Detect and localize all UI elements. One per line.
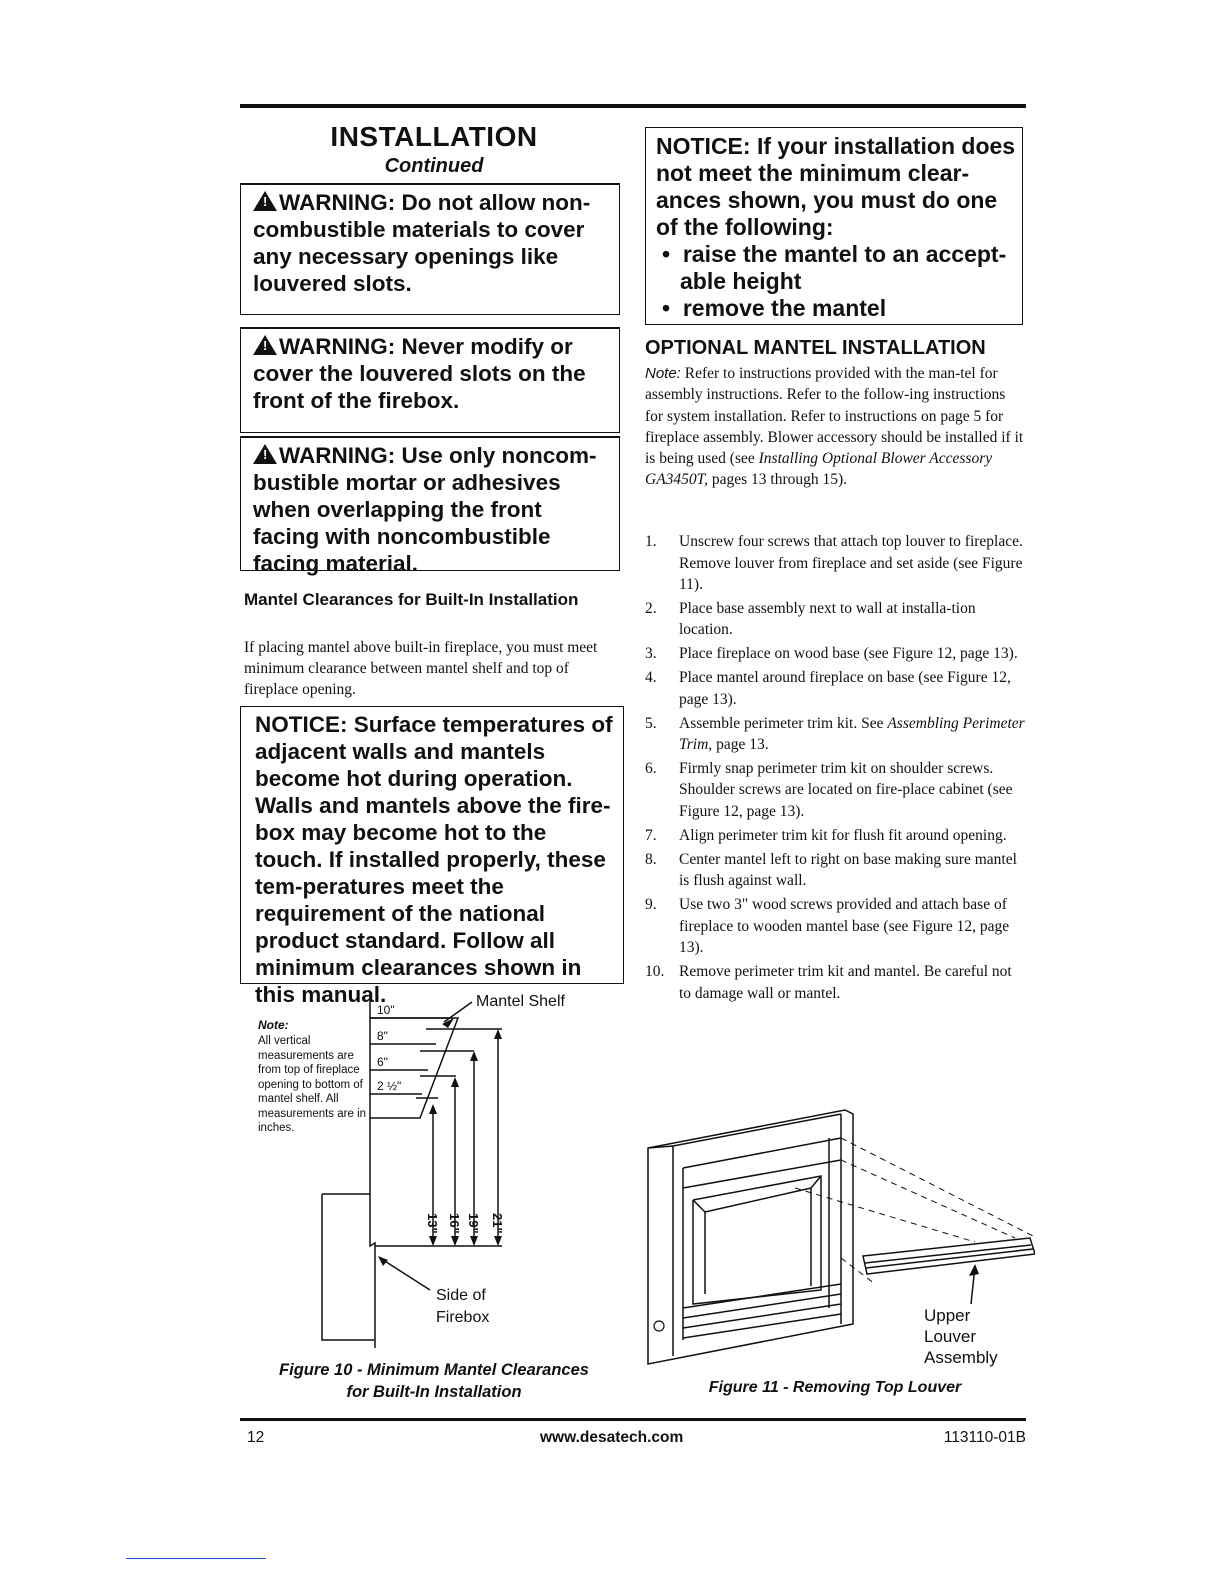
list-item: 3. Place fireplace on wood base (see Figure 12, page 13). <box>645 645 1018 663</box>
warning-triangle-icon: ! <box>253 191 277 211</box>
mantel-clearances-body: If placing mantel above built-in fireplace, you must meet minimum clearance between mantel shelf and top of fireplace opening. <box>244 639 598 698</box>
figure-11-caption: Figure 11 - Removing Top Louver <box>708 1379 962 1396</box>
section-subtitle: Continued <box>384 155 484 177</box>
height-label: 19" <box>466 1213 481 1234</box>
side-of-firebox-label: Side of <box>436 1287 486 1304</box>
section-title: INSTALLATION <box>330 121 538 152</box>
optional-mantel-intro: Note: Refer to instructions provided with the man-tel for assembly instructions. Refer to the follow-ing instructions for system installation. Refer to instructions on page 5 for fireplace assembly. Blower accessory should be installed if it is being used (see Installing Optional Blower Accessory GA3450T, pages 13 through 15). <box>645 365 1024 489</box>
label-line: Assembly <box>924 1348 998 1367</box>
warning-text: WARNING: Use only noncom-bustible mortar or adhesives when overlapping the front facing with noncombustible facing material. <box>253 443 597 576</box>
page-edge-divider <box>126 1558 266 1559</box>
warning-box-1 <box>240 183 620 315</box>
figure-10-caption <box>240 1359 628 1403</box>
mantel-shelf-label: Mantel Shelf <box>476 993 565 1010</box>
notice-option: • remove the mantel <box>662 295 887 321</box>
list-item: 6. Firmly snap perimeter trim kit on shoulder screws. Shoulder screws are located on fire-place cabinet (see Figure 12, page 13). <box>645 759 1013 820</box>
list-item: 1. Unscrew four screws that attach top louver to fireplace. Remove louver from fireplace and set aside (see Figure 11). <box>645 533 1023 593</box>
side-of-firebox-label: Firebox <box>436 1309 490 1326</box>
label-line: Louver <box>924 1327 976 1346</box>
optional-mantel-heading: OPTIONAL MANTEL INSTALLATION <box>645 337 986 359</box>
caption-line: for Built-In Installation <box>346 1383 522 1401</box>
list-item: 2. Place base assembly next to wall at installa-tion location. <box>645 599 976 639</box>
depth-label: 10" <box>377 1003 395 1017</box>
website-url: www.desatech.com <box>540 1429 684 1446</box>
document-code: 113110-01B <box>943 1429 1026 1446</box>
list-item: 9. Use two 3" wood screws provided and attach base of fireplace to wooden mantel base (see Figure 12, page 13). <box>645 896 1010 957</box>
height-label: 21" <box>490 1213 505 1234</box>
depth-label: 8" <box>377 1029 388 1043</box>
figure-10-note-label: Note: <box>258 1018 289 1032</box>
bottom-rule <box>240 1418 1026 1421</box>
depth-label: 2 ½" <box>377 1079 402 1093</box>
page-number: 12 <box>247 1429 265 1446</box>
caption-line: Figure 10 - Minimum Mantel Clearances <box>279 1361 589 1379</box>
upper-louver-assembly-label <box>924 1305 998 1368</box>
figure-10-note-text: All vertical measurements are from top of fireplace opening to bottom of mantel shelf. All measurements are in inches. <box>258 1035 367 1134</box>
top-rule <box>240 104 1026 108</box>
warning-text: WARNING: Never modify or cover the louvered slots on the front of the firebox. <box>253 334 586 413</box>
warning-triangle-icon: ! <box>253 335 277 355</box>
installation-steps <box>645 531 1027 1006</box>
list-item: 5. Assemble perimeter trim kit. See Assembling Perimeter Trim, page 13. <box>645 714 1025 754</box>
warning-box-3 <box>240 436 620 576</box>
height-label: 13" <box>425 1213 440 1234</box>
mantel-clearances-heading: Mantel Clearances for Built-In Installation <box>244 590 579 609</box>
label-line: Upper <box>924 1306 971 1325</box>
list-item: 7. Align perimeter trim kit for flush fit around opening. <box>645 826 1007 844</box>
warning-text: WARNING: Do not allow non-combustible materials to cover any necessary openings like louvered slots. <box>253 190 591 296</box>
notice-installation-clearances <box>645 127 1023 325</box>
notice-intro: NOTICE: If your installation does not meet the minimum clear-ances shown, you must do one of the following: <box>656 133 1016 240</box>
notice-surface-temperatures: NOTICE: Surface temperatures of adjacent walls and mantels become hot during operation. Walls and mantels above the fire-box may become hot to the touch. If installed properly, these tem-peratures meet the requirement of the national product standard. Follow all minimum clearances shown in this manual. <box>240 706 624 984</box>
list-item: 4. Place mantel around fireplace on base (see Figure 12, page 13). <box>645 669 1011 708</box>
depth-label: 6" <box>377 1055 388 1069</box>
warning-box-2 <box>240 327 620 433</box>
notice-option: • raise the mantel to an accept-able height <box>662 241 1007 294</box>
warning-triangle-icon: ! <box>253 444 277 464</box>
height-label: 16" <box>447 1213 462 1234</box>
list-item: 8. Center mantel left to right on base making sure mantel is flush against wall. <box>645 850 1017 890</box>
list-item: 10. Remove perimeter trim kit and mantel. Be careful not to damage wall or mantel. <box>645 963 1012 1002</box>
